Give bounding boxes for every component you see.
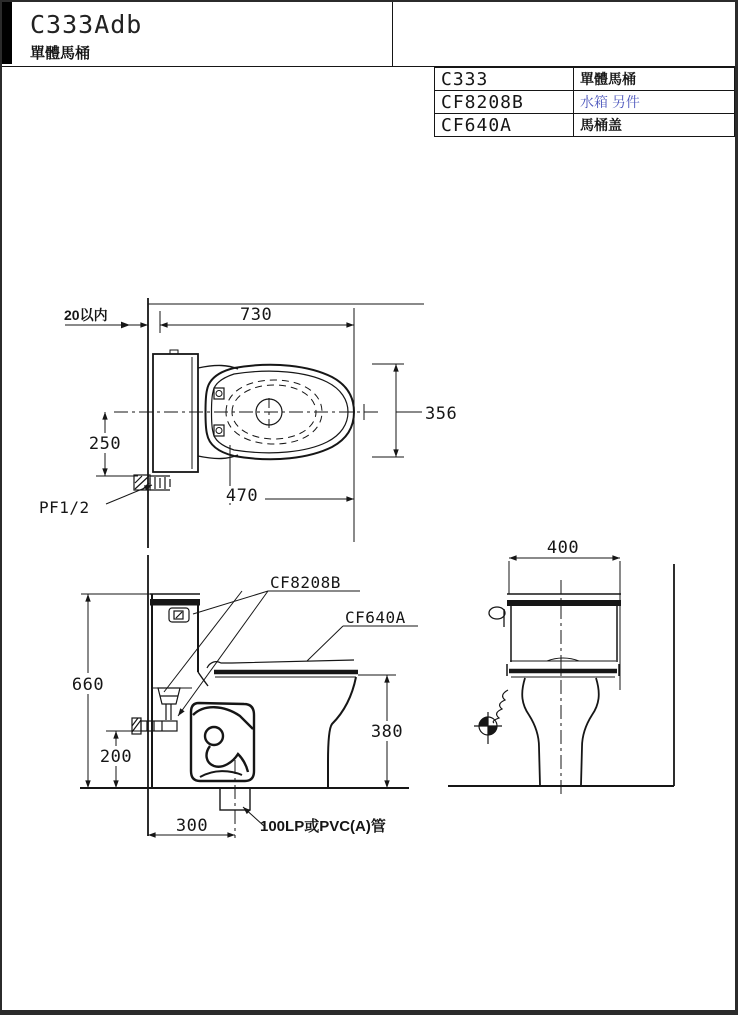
dim-seat-width bbox=[372, 364, 457, 457]
top-view bbox=[39, 298, 457, 548]
drain-note-callout bbox=[243, 807, 386, 835]
dim-rim-height bbox=[358, 675, 409, 788]
dim-text: 380 bbox=[370, 722, 404, 742]
tank-internals bbox=[132, 688, 180, 734]
dim-rough-in bbox=[148, 816, 235, 836]
part-desc: 單體馬桶 bbox=[574, 68, 735, 91]
supply-label: PF1/2 bbox=[39, 498, 90, 517]
dim-text: 20以内 bbox=[64, 307, 108, 323]
page-title: C333Adb bbox=[30, 10, 143, 39]
toilet-front-outline bbox=[507, 594, 621, 785]
tank-plan bbox=[153, 350, 198, 472]
dim-text: 470 bbox=[225, 486, 259, 506]
flush-lever bbox=[489, 607, 505, 627]
dim-supply-offset bbox=[85, 412, 138, 476]
part-desc: 水箱 另件 bbox=[574, 91, 735, 114]
dim-wall-gap bbox=[64, 307, 148, 328]
part-label: CF8208B bbox=[270, 573, 341, 592]
dim-supply-height bbox=[95, 731, 142, 788]
page-subtitle: 單體馬桶 bbox=[30, 45, 91, 62]
flush-button bbox=[169, 608, 189, 622]
trapway-section bbox=[191, 703, 254, 781]
dim-text: 356 bbox=[425, 404, 458, 424]
dim-text: 400 bbox=[546, 538, 580, 558]
supply-fitting-plan bbox=[134, 475, 170, 490]
drain-note: 100LP或PVC(A)管 bbox=[260, 818, 386, 835]
technical-drawing bbox=[2, 2, 738, 1015]
supply-valve bbox=[474, 690, 508, 744]
dim-text: 300 bbox=[175, 816, 209, 836]
dim-total-depth bbox=[160, 305, 354, 542]
side-view bbox=[67, 555, 418, 838]
dim-text: 730 bbox=[240, 305, 273, 325]
dim-tank-width bbox=[509, 538, 620, 690]
seat-cover-callout bbox=[307, 608, 418, 661]
part-code: CF8208B bbox=[435, 91, 574, 114]
part-code: C333 bbox=[435, 68, 574, 91]
dim-text: 660 bbox=[71, 675, 105, 695]
dim-text: 250 bbox=[88, 434, 122, 454]
front-view bbox=[448, 538, 674, 798]
part-code: CF640A bbox=[435, 114, 574, 137]
dim-seat-depth bbox=[219, 445, 354, 506]
part-desc: 馬桶盖 bbox=[574, 114, 735, 137]
part-label: CF640A bbox=[345, 608, 406, 627]
dim-text: 200 bbox=[99, 747, 133, 767]
